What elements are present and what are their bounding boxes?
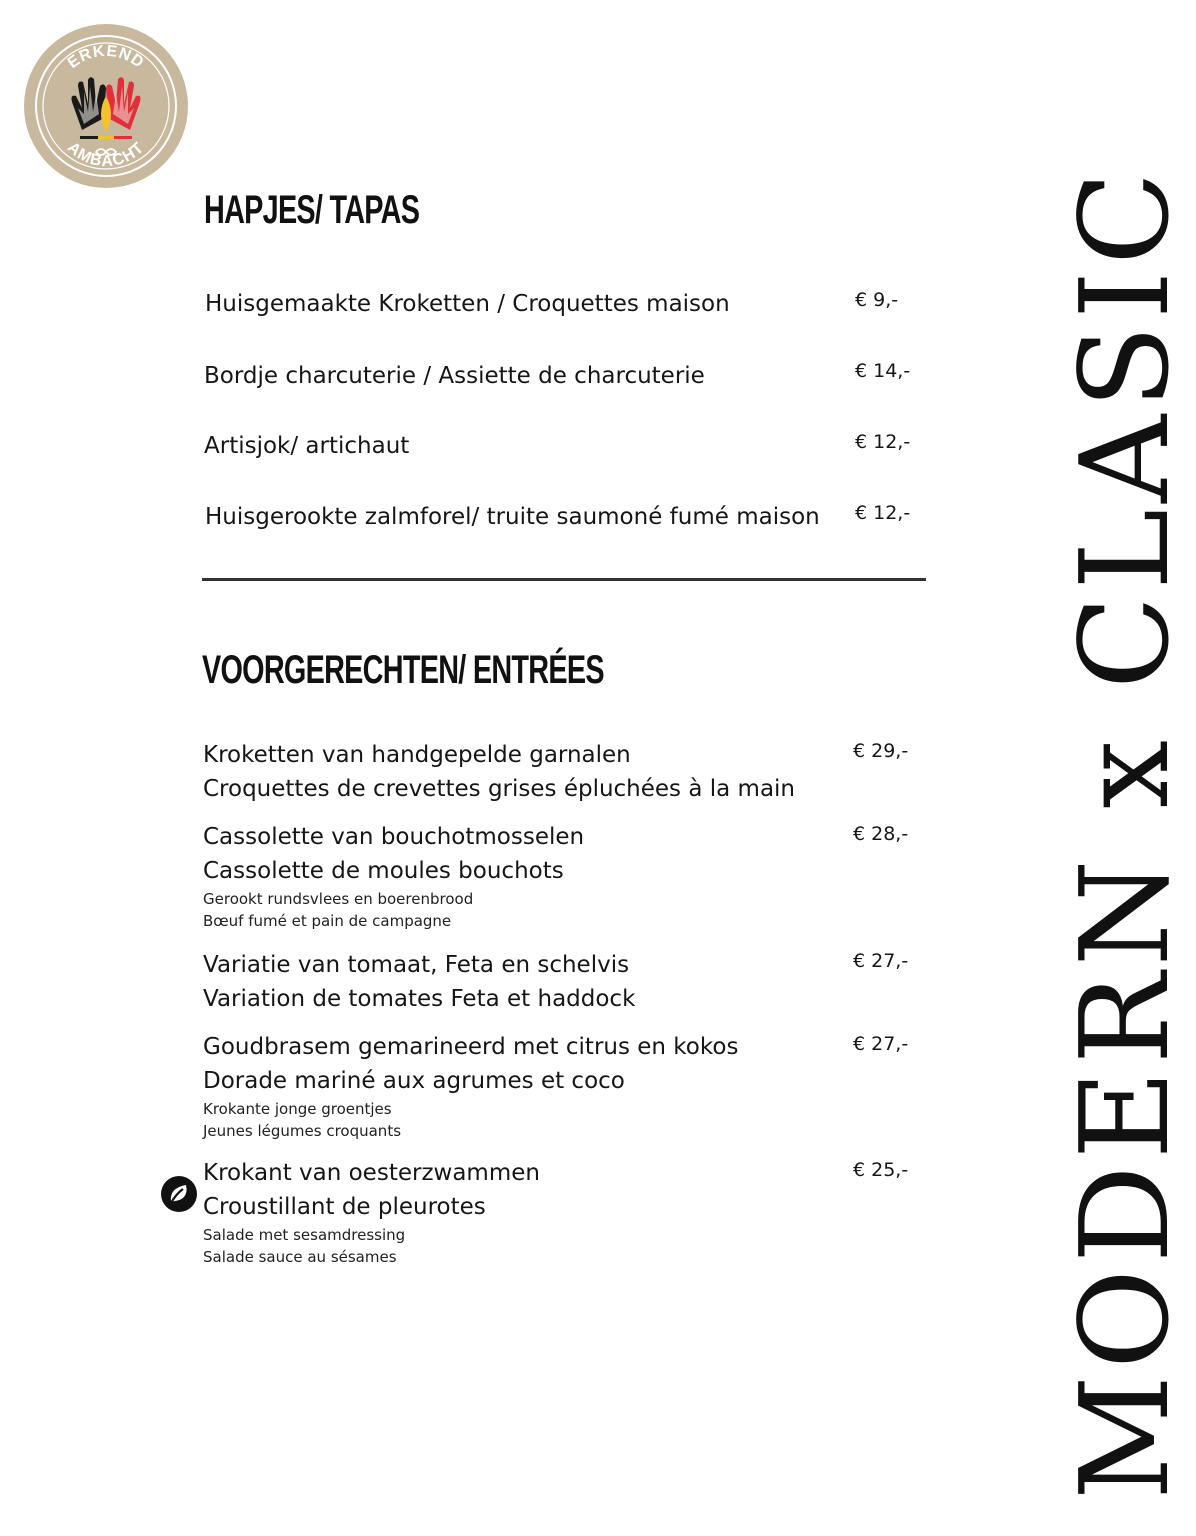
menu-item-price: € 9,- — [855, 289, 899, 311]
section-heading-hapjes: HAPJES/ TAPAS — [204, 188, 420, 232]
menu-item-detail: Salade met sesamdressing — [203, 1226, 406, 1244]
menu-item-name-fr: Variation de tomates Feta et haddock — [203, 986, 636, 1012]
vertical-title: MODERN x CLASIC — [1054, 165, 1196, 1500]
menu-item-name: Bordje charcuterie / Assiette de charcuterie — [204, 363, 705, 389]
menu-item-name-fr: Croustillant de pleurotes — [203, 1194, 486, 1220]
section-divider — [202, 578, 926, 581]
menu-item-name-nl: Krokant van oesterzwammen — [203, 1160, 540, 1186]
menu-item-name-nl: Kroketten van handgepelde garnalen — [203, 742, 631, 768]
menu-item-price: € 27,- — [853, 950, 909, 972]
vegetarian-leaf-icon — [160, 1175, 198, 1213]
menu-item-price: € 12,- — [855, 502, 911, 524]
menu-item-price: € 12,- — [855, 431, 911, 453]
menu-item-name-nl: Goudbrasem gemarineerd met citrus en kokos — [203, 1034, 739, 1060]
menu-item-name-nl: Variatie van tomaat, Feta en schelvis — [203, 952, 630, 978]
menu-item-price: € 25,- — [853, 1159, 909, 1181]
menu-item-price: € 14,- — [855, 360, 911, 382]
menu-item-name-fr: Croquettes de crevettes grises épluchées à la main — [203, 776, 796, 802]
menu-item-price: € 27,- — [853, 1033, 909, 1055]
menu-item-name-nl: Cassolette van bouchotmosselen — [203, 824, 585, 850]
badge-top-text: ERKEND — [64, 42, 148, 72]
menu-item-detail: Bœuf fumé et pain de campagne — [203, 912, 452, 930]
erkend-ambacht-badge — [22, 22, 190, 190]
menu-item-name: Artisjok/ artichaut — [204, 433, 410, 459]
menu-item-name-fr: Dorade mariné aux agrumes et coco — [203, 1068, 625, 1094]
section-heading-voorgerechten: VOORGERECHTEN/ ENTRÉES — [202, 648, 604, 692]
menu-item-detail: Jeunes légumes croquants — [203, 1122, 402, 1140]
menu-item-name: Huisgemaakte Kroketten / Croquettes maison — [205, 291, 730, 317]
menu-item-detail: Salade sauce au sésames — [203, 1248, 397, 1266]
badge-bottom-text: AMBACHT — [64, 139, 148, 171]
menu-item-price: € 29,- — [853, 740, 909, 762]
menu-item-name: Huisgerookte zalmforel/ truite saumoné fumé maison — [205, 504, 820, 530]
menu-item-detail: Krokante jonge groentjes — [203, 1100, 392, 1118]
menu-item-name-fr: Cassolette de moules bouchots — [203, 858, 564, 884]
menu-item-detail: Gerookt rundsvlees en boerenbrood — [203, 890, 474, 908]
menu-item-price: € 28,- — [853, 823, 909, 845]
